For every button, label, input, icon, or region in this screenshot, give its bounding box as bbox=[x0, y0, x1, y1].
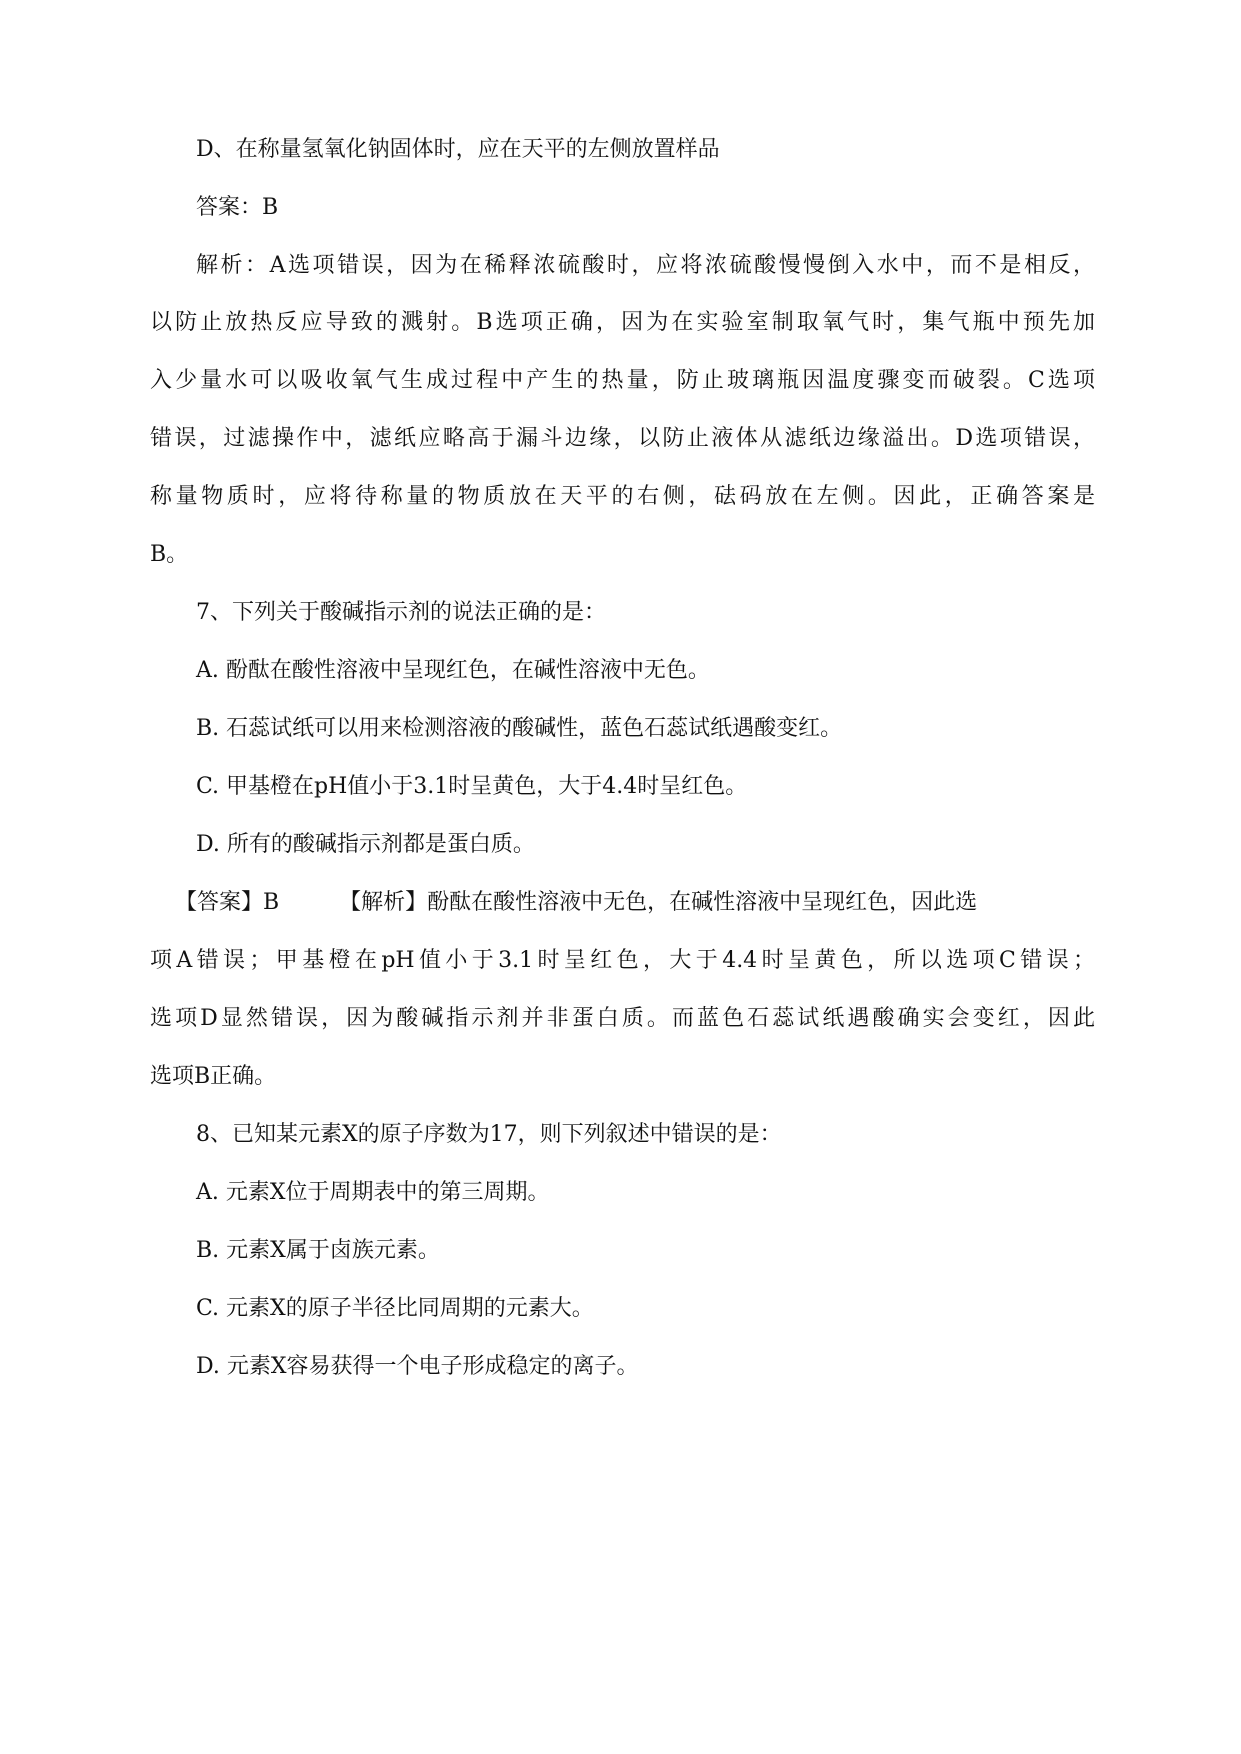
question-7-analysis-start: 【解析】酚酞在酸性溶液中无色，在碱性溶液中呈现红色，因此选 bbox=[339, 890, 978, 915]
question-8-title: 8、已知某元素X的原子序数为17，则下列叙述中错误的是： bbox=[196, 1122, 782, 1147]
question-7-option-c: C. 甲基橙在pH值小于3.1时呈黄色，大于4.4时呈红色。 bbox=[196, 774, 748, 799]
analysis-line-5: 称量物质时，应将待称量的物质放在天平的右侧，砝码放在左侧。因此，正确答案是 bbox=[150, 484, 1095, 509]
analysis-line-2: 以防止放热反应导致的溅射。B选项正确，因为在实验室制取氧气时，集气瓶中预先加 bbox=[150, 310, 1095, 335]
question-7-answer: 【答案】B bbox=[175, 890, 280, 915]
question-7-analysis-line-4: 选项B正确。 bbox=[150, 1064, 277, 1089]
question-7-analysis-line-3: 选项D显然错误，因为酸碱指示剂并非蛋白质。而蓝色石蕊试纸遇酸确实会变红，因此 bbox=[150, 1006, 1095, 1031]
question-8-option-a: A. 元素X位于周期表中的第三周期。 bbox=[196, 1180, 550, 1205]
answer-line: 答案：B bbox=[196, 195, 279, 220]
question-7-option-d: D. 所有的酸碱指示剂都是蛋白质。 bbox=[196, 832, 535, 857]
question-7-title: 7、下列关于酸碱指示剂的说法正确的是： bbox=[196, 600, 606, 625]
question-7-analysis-line-2: 项A错误；甲基橙在pH值小于3.1时呈红色，大于4.4时呈黄色，所以选项C错误； bbox=[150, 948, 1095, 973]
question-8-option-d: D. 元素X容易获得一个电子形成稳定的离子。 bbox=[196, 1354, 639, 1379]
analysis-line-3: 入少量水可以吸收氧气生成过程中产生的热量，防止玻璃瓶因温度骤变而破裂。C选项 bbox=[150, 368, 1095, 393]
question-7-answer-line bbox=[175, 888, 1095, 918]
analysis-line-1: 解析：A选项错误，因为在稀释浓硫酸时，应将浓硫酸慢慢倒入水中，而不是相反， bbox=[196, 253, 1095, 278]
question-8-option-c: C. 元素X的原子半径比同周期的元素大。 bbox=[196, 1296, 594, 1321]
question-8-option-b: B. 元素X属于卤族元素。 bbox=[196, 1238, 440, 1263]
question-7-option-a: A. 酚酞在酸性溶液中呈现红色，在碱性溶液中无色。 bbox=[196, 658, 710, 683]
analysis-line-4: 错误，过滤操作中，滤纸应略高于漏斗边缘，以防止液体从滤纸边缘溢出。D选项错误， bbox=[150, 426, 1095, 451]
question-7-option-b: B. 石蕊试纸可以用来检测溶液的酸碱性，蓝色石蕊试纸遇酸变红。 bbox=[196, 716, 843, 741]
analysis-line-6: B。 bbox=[150, 542, 189, 567]
option-d-text: D、在称量氢氧化钠固体时，应在天平的左侧放置样品 bbox=[196, 137, 720, 162]
